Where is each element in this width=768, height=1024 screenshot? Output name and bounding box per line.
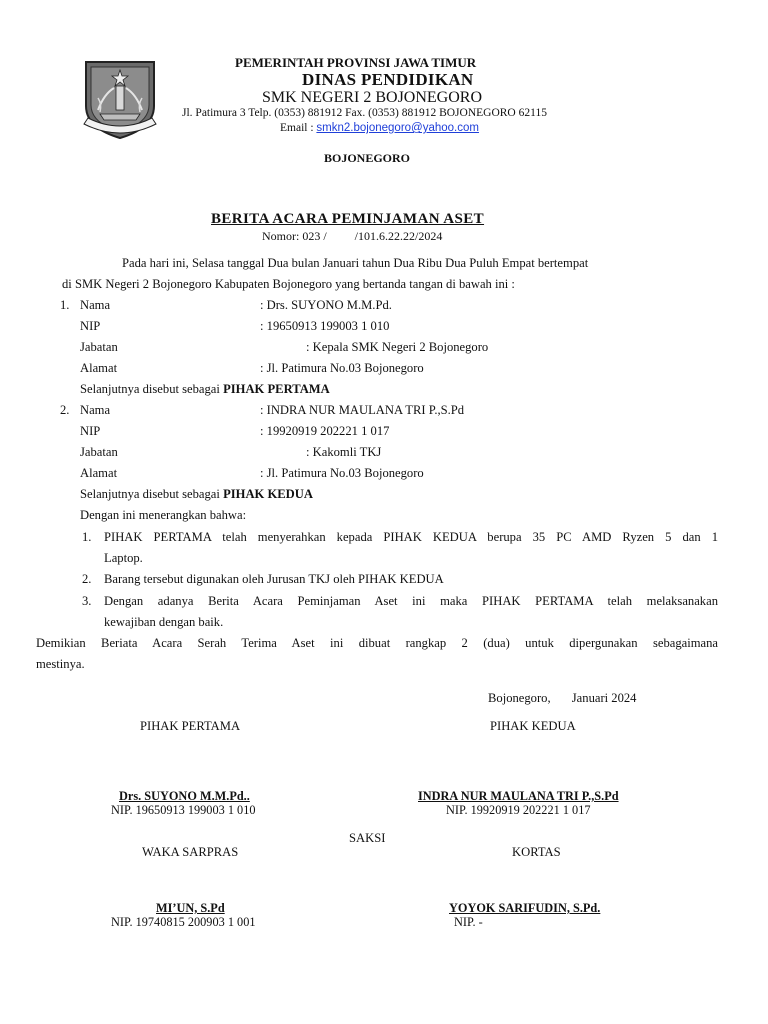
intro-line-1: Pada hari ini, Selasa tanggal Dua bulan Januari tahun Dua Ribu Dua Puluh Empat bertempat (122, 256, 589, 270)
email-link[interactable]: smkn2.bojonegoro@yahoo.com (316, 122, 479, 134)
document-number (262, 229, 442, 244)
statement-lead: Dengan ini menerangkan bahwa: (80, 508, 247, 522)
party1-address-label: Alamat (80, 361, 118, 375)
party2-name-label: Nama (80, 403, 111, 417)
signing-date: Januari 2024 (571, 691, 637, 705)
school-name: SMK NEGERI 2 BOJONEGORO (262, 89, 483, 106)
party1-designation-role: PIHAK PERTAMA (223, 382, 330, 396)
statement-item-3-number: 3. (82, 594, 92, 608)
witness-left-name: MI’UN, S.Pd (156, 901, 225, 915)
party1-designation (80, 382, 330, 397)
document-number-prefix: Nomor: 023 / (262, 229, 327, 243)
statement-item-1-number: 1. (82, 530, 92, 544)
witness-right-role: KORTAS (512, 845, 561, 859)
second-party-signatory-name: INDRA NUR MAULANA TRI P.,S.Pd (418, 789, 619, 803)
statement-item-1-line-1: PIHAK PERTAMA telah menyerahkan kepada PIHAK KEDUA berupa 35 PC AMD Ryzen 5 dan 1 (104, 530, 718, 544)
party1-nip-label: NIP (80, 319, 101, 333)
witness-right-name: YOYOK SARIFUDIN, S.Pd. (449, 901, 601, 915)
party2-designation (80, 487, 313, 502)
party1-designation-prefix: Selanjutnya disebut sebagai (80, 382, 220, 396)
party2-nip-label: NIP (80, 424, 101, 438)
first-party-role: PIHAK PERTAMA (140, 719, 241, 733)
statement-item-2-number: 2. (82, 572, 92, 586)
first-party-signatory-name: Drs. SUYONO M.M.Pd.. (119, 789, 250, 803)
intro-line-2: di SMK Negeri 2 Bojonegoro Kabupaten Bojonegoro yang bertanda tangan di bawah ini : (62, 277, 515, 291)
party1-nip-value: : 19650913 199003 1 010 (260, 319, 390, 333)
party1-address-value: : Jl. Patimura No.03 Bojonegoro (260, 361, 424, 375)
witness-left-role: WAKA SARPRAS (142, 845, 239, 859)
closing-line-2: mestinya. (36, 657, 85, 671)
signing-place: Bojonegoro, (488, 691, 551, 705)
statement-item-3-line-1: Dengan adanya Berita Acara Peminjaman Aset ini maka PIHAK PERTAMA telah melaksanakan (104, 594, 718, 608)
party2-position-value: : Kakomli TKJ (306, 445, 382, 459)
party2-designation-prefix: Selanjutnya disebut sebagai (80, 487, 220, 501)
second-party-signatory-nip: NIP. 19920919 202221 1 017 (446, 803, 591, 817)
party2-nip-value: : 19920919 202221 1 017 (260, 424, 390, 438)
witness-right-nip: NIP. - (454, 915, 483, 929)
party1-name-value: : Drs. SUYONO M.M.Pd. (260, 298, 392, 312)
school-address: Jl. Patimura 3 Telp. (0353) 881912 Fax. (0353) 881912 BOJONEGORO 62115 (182, 107, 547, 119)
party2-number: 2. (60, 403, 70, 417)
party2-name-value: : INDRA NUR MAULANA TRI P.,S.Pd (260, 403, 465, 417)
document-number-suffix: /101.6.22.22/2024 (354, 229, 443, 243)
party1-number: 1. (60, 298, 70, 312)
statement-item-1-line-2: Laptop. (104, 551, 143, 565)
signing-place-date (488, 691, 636, 706)
statement-item-3-line-2: kewajiban dengan baik. (104, 615, 224, 629)
party2-address-label: Alamat (80, 466, 118, 480)
city-heading: BOJONEGORO (324, 151, 411, 165)
gov-crest (78, 58, 162, 140)
email-line (280, 122, 479, 134)
document-title: BERITA ACARA PEMINJAMAN ASET (211, 211, 485, 227)
first-party-signatory-nip: NIP. 19650913 199003 1 010 (111, 803, 256, 817)
party2-address-value: : Jl. Patimura No.03 Bojonegoro (260, 466, 424, 480)
second-party-role: PIHAK KEDUA (490, 719, 576, 733)
party1-position-value: : Kepala SMK Negeri 2 Bojonegoro (306, 340, 489, 354)
party2-position-label: Jabatan (80, 445, 118, 459)
party1-position-label: Jabatan (80, 340, 118, 354)
party2-designation-role: PIHAK KEDUA (223, 487, 313, 501)
agency-name: DINAS PENDIDIKAN (302, 70, 474, 89)
witness-heading: SAKSI (349, 831, 386, 845)
witness-left-nip: NIP. 19740815 200903 1 001 (111, 915, 256, 929)
party1-name-label: Nama (80, 298, 111, 312)
closing-line-1: Demikian Beriata Acara Serah Terima Aset ini dibuat rangkap 2 (dua) untuk dipergunakan sebagaimana (36, 636, 718, 650)
province-heading: PEMERINTAH PROVINSI JAWA TIMUR (235, 55, 477, 70)
statement-item-2-line-1: Barang tersebut digunakan oleh Jurusan TKJ oleh PIHAK KEDUA (104, 572, 444, 586)
email-label: Email : (280, 122, 314, 134)
